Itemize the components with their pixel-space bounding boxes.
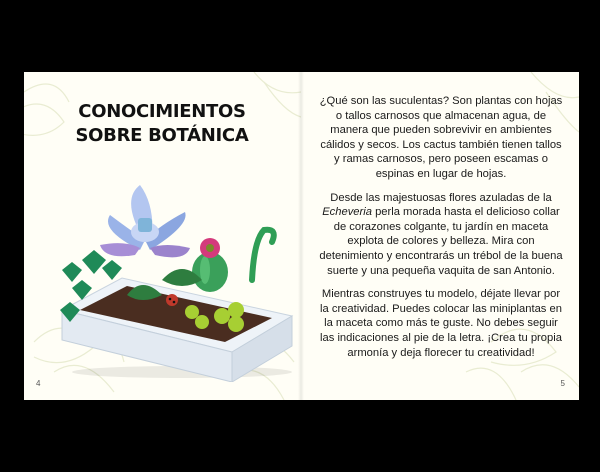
lego-succulent-planter-illustration [32, 150, 301, 382]
paragraph-2 [319, 191, 563, 279]
paragraph-1: ¿Qué son las suculentas? Son plantas con hojas o tallos carnosos que almacenan agua, de manera que pueden sobrevivir en ambientes cálidos y secos. Los cactus también tienen tallos y ramas carnosos, pero poseen escamas o espinas en lugar de hojas. [319, 95, 563, 180]
paragraph-2-italic-term: Echeveria [322, 206, 372, 219]
page-title: CONOCIMIENTOS SOBRE BOTÁNICA [75, 101, 249, 146]
page-number-left: 4 [36, 379, 41, 388]
paragraph-2-start: Desde las majestuosas flores azuladas de la [330, 191, 552, 204]
right-page [301, 72, 579, 400]
book-spread [24, 72, 579, 400]
paragraph-3: Mientras construyes tu modelo, déjate llevar por la creatividad. Puedes colocar las miniplantas en la maceta como más te guste. No debes seguir las indicaciones al pie de la letra. ¡Crea tu propia armonía y deja florecer tu creatividad! [320, 288, 562, 359]
body-text [319, 94, 563, 369]
page-number-right: 5 [560, 379, 565, 388]
left-page [24, 72, 301, 400]
paragraph-2-end: perla morada hasta el delicioso collar de corazones colgante, tu jardín en maceta explota de colores y belleza. Mira con detenimiento y encontrarás un trébol de la buena suerte y una pequeña vaquita de san Antonio. [319, 206, 563, 277]
